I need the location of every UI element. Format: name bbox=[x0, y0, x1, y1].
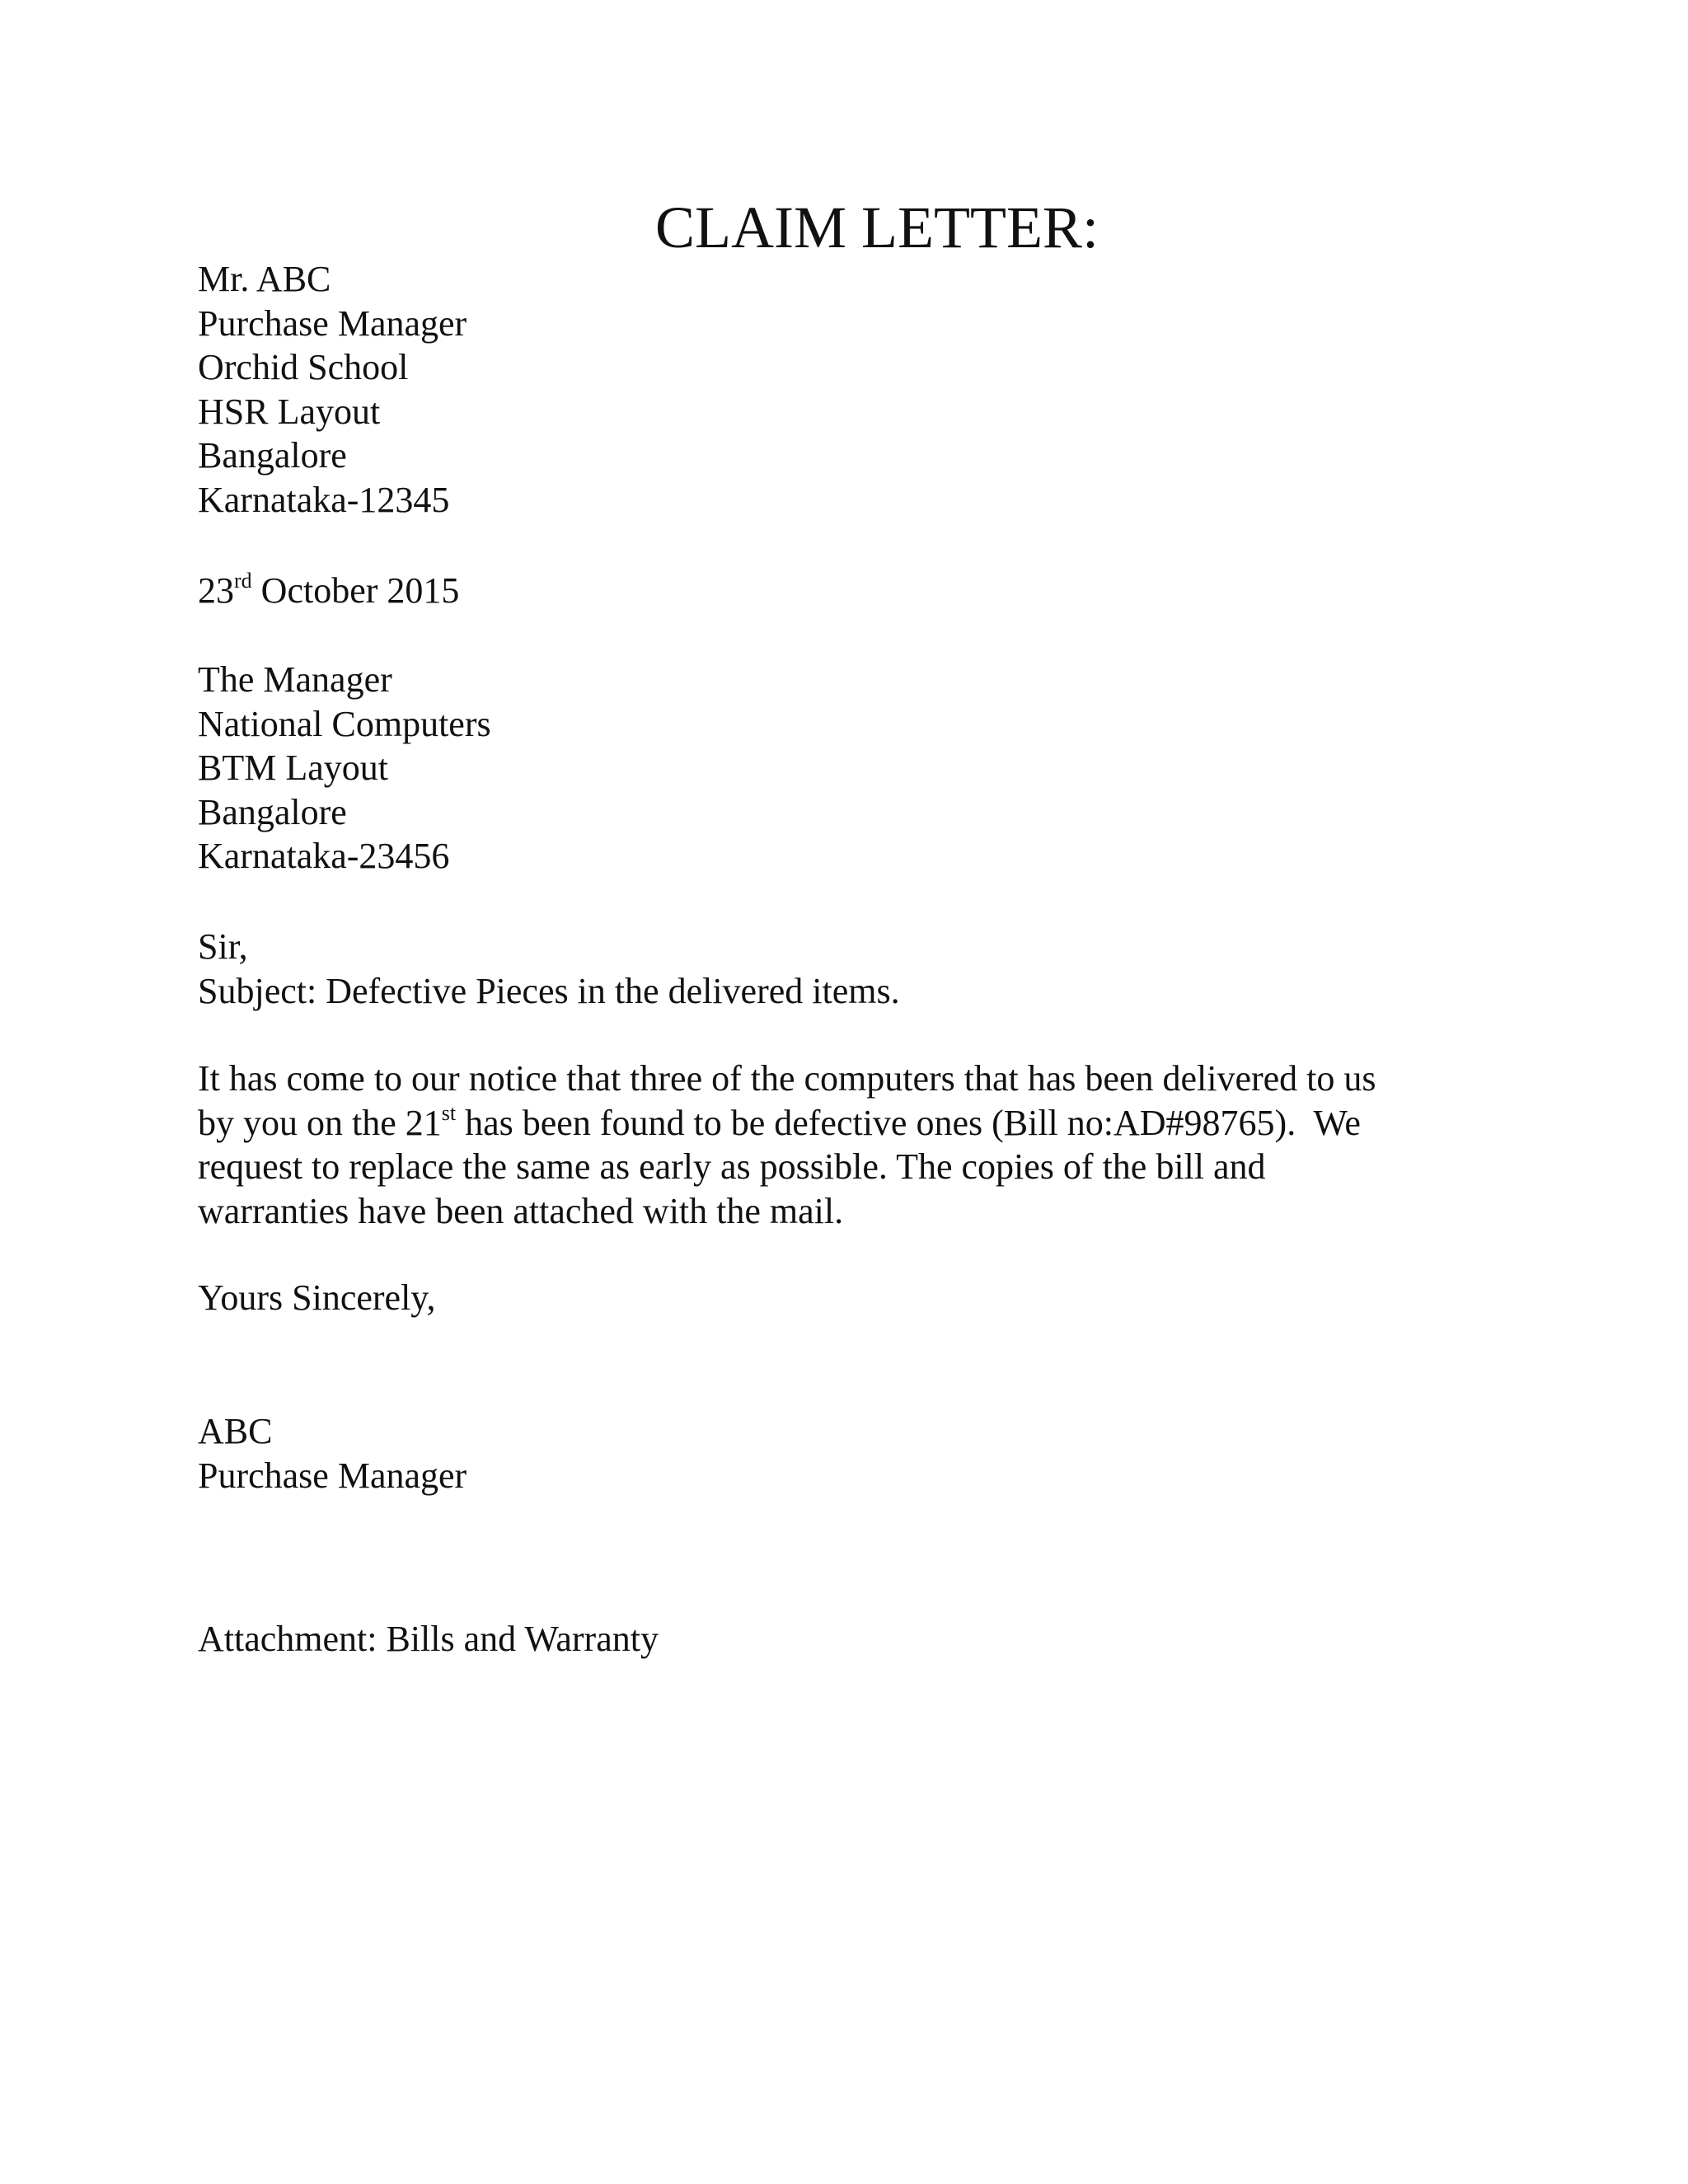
body-line-end: has been found to be defective ones (Bill no:AD#98765). We bbox=[456, 1102, 1361, 1143]
attachment-note: Attachment: Bills and Warranty bbox=[198, 1619, 659, 1659]
salutation-block bbox=[198, 925, 900, 1013]
sender-state-pin: Karnataka-12345 bbox=[198, 479, 450, 520]
subject-line: Subject: Defective Pieces in the delivered items. bbox=[198, 970, 900, 1011]
recipient-city: Bangalore bbox=[198, 791, 347, 832]
signature-block bbox=[198, 1409, 467, 1497]
sender-address bbox=[198, 257, 467, 522]
letter-title: CLAIM LETTER: bbox=[655, 194, 1099, 260]
letter-date bbox=[198, 569, 459, 613]
body-line: warranties have been attached with the mail. bbox=[198, 1190, 844, 1231]
recipient-organization: National Computers bbox=[198, 703, 491, 744]
sender-name: Mr. ABC bbox=[198, 259, 331, 299]
sender-organization: Orchid School bbox=[198, 347, 409, 387]
date-month-year: October 2015 bbox=[251, 570, 460, 611]
sender-designation: Purchase Manager bbox=[198, 302, 467, 344]
body-line: It has come to our notice that three of the computers that has been delivered to us bbox=[198, 1058, 1376, 1099]
recipient-title: The Manager bbox=[198, 659, 392, 700]
closing-block bbox=[198, 1276, 435, 1320]
signature-name: ABC bbox=[198, 1411, 273, 1451]
attachment-block bbox=[198, 1617, 659, 1661]
body-line-start: by you on the 21 bbox=[198, 1102, 442, 1143]
recipient-state-pin: Karnataka-23456 bbox=[198, 836, 450, 876]
closing: Yours Sincerely, bbox=[198, 1277, 436, 1318]
date-day: 23 bbox=[198, 570, 234, 611]
date-suffix: rd bbox=[234, 569, 252, 593]
salutation: Sir, bbox=[198, 926, 248, 967]
sender-city: Bangalore bbox=[198, 435, 347, 476]
letter-body bbox=[198, 1057, 1376, 1233]
body-line: request to replace the same as early as possible. The copies of the bill and bbox=[198, 1146, 1266, 1187]
recipient-locality: BTM Layout bbox=[198, 748, 388, 788]
sender-locality: HSR Layout bbox=[198, 391, 381, 432]
signature-designation: Purchase Manager bbox=[198, 1455, 467, 1496]
recipient-address bbox=[198, 658, 491, 879]
ordinal-suffix: st bbox=[441, 1100, 457, 1125]
